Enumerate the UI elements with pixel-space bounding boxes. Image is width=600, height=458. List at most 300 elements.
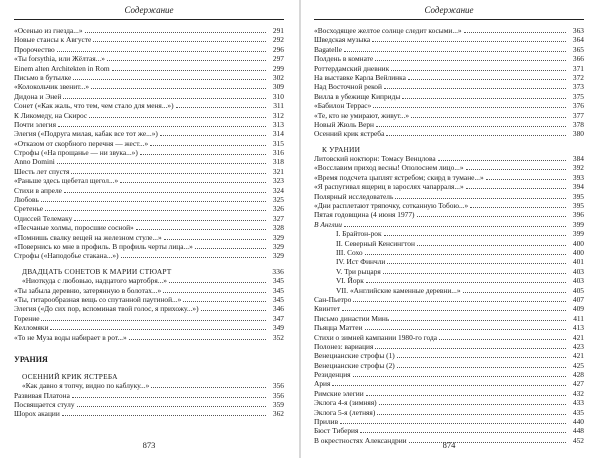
entry-title: «Ты forsythia, или Жёлтая...» [14, 54, 105, 64]
entry-title: Полонез: вариация [314, 341, 374, 351]
entry-title: Anno Domini [14, 157, 55, 167]
dot-leader [466, 182, 566, 189]
entry-title: В Англии [314, 219, 342, 229]
dot-leader [195, 242, 266, 249]
entry-title: Бюст Тиберия [314, 426, 359, 436]
page-ref: 324 [272, 185, 284, 195]
dot-leader [50, 323, 266, 330]
dot-leader [372, 35, 566, 42]
page-ref: 396 [572, 210, 584, 220]
toc-entry [314, 361, 584, 370]
page-ref: 400 [572, 247, 584, 257]
entry-title: Роттердамский дневник [314, 63, 390, 73]
toc-entry [14, 64, 284, 73]
entry-title: Вилла в убежище Киприды [314, 91, 401, 101]
entry-title: «Песчаные холмы, поросшие сосной» [14, 223, 134, 233]
toc-entry [314, 295, 584, 304]
entry-title: Почти элегия [14, 119, 56, 129]
page-ref: 336 [272, 266, 284, 276]
dot-leader [466, 163, 566, 170]
toc-entry [14, 295, 284, 304]
toc-entry [314, 64, 584, 73]
dot-leader [64, 186, 266, 193]
page-ref: 329 [272, 251, 284, 261]
entry-title: Келломяки [14, 323, 49, 333]
page-ref: 421 [572, 351, 584, 361]
dot-leader [411, 111, 566, 118]
toc-entry [14, 73, 284, 82]
page-ref: 310 [272, 91, 284, 101]
page-ref: 363 [572, 26, 584, 35]
entry-title: Шесть лет спустя [14, 166, 70, 176]
toc-entry [14, 157, 284, 166]
dot-leader [384, 82, 566, 89]
dot-leader [63, 92, 266, 99]
toc-entry [314, 314, 584, 323]
toc-entry [14, 409, 284, 418]
page-ref: 378 [572, 119, 584, 129]
dot-leader [120, 176, 266, 183]
entry-title: Стихи о зимней кампании 1980-го года [314, 332, 438, 342]
toc-entry [314, 82, 584, 91]
dot-leader [391, 64, 566, 71]
entry-title: В окрестностях Александрии [314, 435, 407, 445]
dot-leader [366, 389, 566, 396]
entry-title: Элегия («Подруга милая, кабак все тот же...») [14, 129, 158, 139]
dot-leader [376, 120, 566, 127]
page-ref: 291 [272, 26, 284, 35]
toc-entry [314, 92, 584, 101]
right-page [314, 0, 584, 458]
toc-entry [314, 192, 584, 201]
page-ref: 399 [572, 229, 584, 239]
dot-leader [71, 167, 266, 174]
toc-entry [314, 398, 584, 407]
toc-entries [14, 26, 284, 419]
dot-leader [344, 220, 566, 227]
page-ref: 395 [572, 191, 584, 201]
toc-entry [14, 333, 284, 342]
page-ref: 326 [272, 204, 284, 214]
entry-title: «Бабилон Террас» [314, 101, 372, 111]
page-ref: 362 [272, 409, 284, 419]
toc-entry [14, 204, 284, 213]
head-rule [314, 19, 584, 20]
entry-title: Строфы («На прощанье — ни звука...») [14, 148, 138, 158]
toc-entry [314, 333, 584, 342]
dot-leader [129, 333, 266, 340]
dot-leader [121, 251, 266, 258]
dot-leader [332, 379, 566, 386]
page-ref: 312 [272, 110, 284, 120]
entry-title: I. Брайтон-рок [336, 229, 382, 239]
toc-entry [314, 426, 584, 435]
dot-leader [89, 111, 266, 118]
gutter [299, 0, 301, 458]
entry-title: Квинтет [314, 304, 341, 314]
entry-title: Письмо династии Минь [314, 313, 390, 323]
page-ref: 314 [272, 129, 284, 139]
page-ref: 400 [572, 238, 584, 248]
entry-title: «Те, кто не умирают, живут...» [314, 110, 410, 120]
entry-title: Строфы («Наподобье стакана...») [14, 251, 119, 261]
dot-leader [163, 286, 266, 293]
toc-entry [14, 35, 284, 44]
entry-title: «Осенью из гнезда...» [14, 26, 83, 35]
entry-title: Венецианские строфы (1) [314, 351, 395, 361]
entry-title: IV. Ист Финчли [336, 257, 386, 267]
toc-entry [314, 239, 584, 248]
page-ref: 377 [572, 110, 584, 120]
dot-leader [150, 139, 266, 146]
page-ref: 356 [272, 390, 284, 400]
page-ref: 375 [572, 91, 584, 101]
dot-leader [62, 409, 266, 416]
toc-entry [314, 163, 584, 172]
toc-entry [14, 286, 284, 295]
dot-leader [365, 323, 566, 330]
entry-title: «Колокольчик звенит...» [14, 82, 90, 92]
entry-title: «Отказом от скорбного перечня — жест...» [14, 138, 149, 148]
dot-leader [344, 45, 566, 52]
toc-entry [14, 186, 284, 195]
toc-entry [14, 167, 284, 176]
toc-entry [314, 111, 584, 120]
toc-entry [314, 389, 584, 398]
page-ref: 394 [572, 182, 584, 192]
toc-entry [314, 323, 584, 332]
toc-entry [314, 210, 584, 219]
dot-leader [91, 82, 266, 89]
entry-title: «Как давно я топчу, видно по каблуку...» [22, 381, 150, 391]
page-ref: 302 [272, 72, 284, 82]
dot-leader [93, 35, 266, 42]
subsection-heading: К УРАНИИ [322, 144, 361, 154]
entry-title: Пророчество [14, 44, 55, 54]
dot-leader [486, 173, 566, 180]
page-ref: 327 [272, 213, 284, 223]
toc-entry [14, 276, 284, 285]
page-ref: 323 [272, 176, 284, 186]
page-ref: 392 [572, 163, 584, 173]
toc-entry [314, 417, 584, 426]
page-ref: 321 [272, 166, 284, 176]
entry-title: «Восходящее желтое солнце следит косыми...» [314, 26, 462, 35]
dot-leader [45, 204, 266, 211]
dot-leader [463, 286, 566, 293]
toc-entry [314, 35, 584, 44]
page-ref: 384 [572, 154, 584, 164]
page-ref: 452 [572, 435, 584, 445]
toc-entry [314, 182, 584, 191]
dot-leader [384, 229, 566, 236]
toc-entry [314, 229, 584, 238]
entry-title: V. Три рыцаря [336, 266, 381, 276]
page-ref: 399 [572, 219, 584, 229]
page-ref: 373 [572, 82, 584, 92]
toc-entry [314, 351, 584, 360]
toc-entry [314, 173, 584, 182]
head-rule [14, 19, 284, 20]
toc-entry [314, 101, 584, 110]
entry-title: Эклога 5-я (летняя) [314, 407, 376, 417]
dot-leader [366, 276, 566, 283]
toc-entry [314, 26, 584, 35]
page-ref: 428 [572, 370, 584, 380]
dot-leader [85, 26, 266, 33]
entry-title: На выставке Карла Вейлинка [314, 72, 406, 82]
dot-leader [387, 257, 566, 264]
entry-title: Стихи в апреле [14, 185, 62, 195]
entry-title: III. Сохо [336, 247, 363, 257]
toc-entries [314, 26, 584, 445]
entry-title: «Я распугивал ящериц в зарослях чапарраля...» [314, 182, 464, 192]
toc-entry [314, 267, 584, 276]
entry-title: Осенний крик ястреба [314, 129, 385, 139]
entry-title: Новые стансы к Августе [14, 35, 92, 45]
page-ref: 395 [572, 201, 584, 211]
entry-title: «Ты забыла деревню, затерянную в болотах...» [14, 285, 162, 295]
entry-title: Полярный исследователь [314, 191, 394, 201]
dot-leader [58, 120, 266, 127]
subsection-heading [14, 267, 284, 276]
entry-title: «Дни расплетают тряпочку, сотканную Тобою...» [314, 201, 469, 211]
entry-title: «То не Муза воды набирает в рот...» [14, 332, 127, 342]
toc-entry [14, 120, 284, 129]
dot-leader [464, 26, 566, 33]
entry-title: Элегия («До сих пор, вспоминая твой голос, я прихожу...») [14, 304, 199, 314]
running-head: Содержание [124, 5, 174, 15]
page-ref: 365 [572, 44, 584, 54]
dot-leader [340, 417, 566, 424]
page-ref: 316 [272, 148, 284, 158]
subsection-heading: ОСЕННИЙ КРИК ЯСТРЕБА [22, 371, 118, 381]
toc-entry [314, 54, 584, 63]
page-ref: 352 [272, 332, 284, 342]
toc-entry [14, 381, 284, 390]
toc-entry [314, 379, 584, 388]
entry-title: Эклога 4-я (зимняя) [314, 398, 377, 408]
toc-entry [14, 101, 284, 110]
dot-leader [57, 45, 266, 52]
dot-leader [470, 201, 566, 208]
toc-entry [314, 120, 584, 129]
toc-entry [14, 314, 284, 323]
page-ref: 380 [572, 129, 584, 139]
toc-entry [14, 195, 284, 204]
dot-leader [417, 210, 566, 217]
dot-leader [379, 398, 566, 405]
dot-leader [74, 214, 266, 221]
toc-entry [314, 45, 584, 54]
subsection-title: ДВАДЦАТЬ СОНЕТОВ К МАРИИ СТЮАРТ [22, 266, 172, 276]
dot-leader [136, 223, 266, 230]
dot-leader [112, 64, 266, 71]
entry-title: Шорох акации [14, 409, 60, 419]
entry-title: Сонет («Как жаль, что тем, чем стало для меня...») [14, 101, 174, 111]
dot-leader [342, 304, 566, 311]
page-number: 874 [442, 440, 456, 450]
toc-entry [14, 242, 284, 251]
page-ref: 423 [572, 341, 584, 351]
dot-leader [151, 381, 266, 388]
entry-title: Любовь [14, 195, 39, 205]
page-ref: 292 [272, 35, 284, 45]
entry-title: Einem alten Architekten in Rom [14, 63, 110, 73]
toc-entry [314, 257, 584, 266]
dot-leader [164, 233, 266, 240]
page-ref: 345 [272, 294, 284, 304]
page-ref: 311 [273, 101, 284, 111]
entry-title: «Раньше здесь щебетал щегол...» [14, 176, 119, 186]
entry-title: Пятая годовщина (4 июня 1977) [314, 210, 415, 220]
page-ref: 346 [272, 304, 284, 314]
page-ref: 448 [572, 426, 584, 436]
page-ref: 345 [272, 285, 284, 295]
page-ref: 427 [572, 379, 584, 389]
toc-entry [14, 82, 284, 91]
page-ref: 405 [572, 285, 584, 295]
page-ref: 371 [572, 63, 584, 73]
page-ref: 433 [572, 398, 584, 408]
toc-entry [14, 400, 284, 409]
dot-leader [183, 295, 266, 302]
toc-entry [14, 304, 284, 313]
entry-title: Литовский ноктюрн: Томасу Венцлова [314, 154, 436, 164]
toc-entry [314, 73, 584, 82]
dot-leader [57, 157, 266, 164]
toc-entry [14, 214, 284, 223]
entry-title: Венецианские строфы (2) [314, 360, 395, 370]
entry-title: «Ты, гитарообразная вещь со спутанной паутиной...» [14, 294, 182, 304]
page-ref: 372 [572, 72, 584, 82]
dot-leader [377, 408, 566, 415]
toc-entry [14, 223, 284, 232]
entry-title: «Ниоткуда с любовью, надцатого мартобря...» [22, 276, 167, 286]
entry-title: Посвящается стулу [14, 400, 75, 410]
entry-title: Полдень в комнате [314, 54, 374, 64]
dot-leader [383, 267, 566, 274]
entry-title: Пьяцца Маттеи [314, 323, 363, 333]
dot-leader [402, 92, 566, 99]
toc-entry [14, 251, 284, 260]
entry-title: Новый Жюль Верн [314, 119, 375, 129]
page-ref: 403 [572, 266, 584, 276]
left-page [14, 0, 284, 458]
toc-entry [14, 148, 284, 157]
toc-entry [14, 139, 284, 148]
page-ref: 345 [272, 276, 284, 286]
entry-title: Горение [14, 313, 40, 323]
page-ref: 364 [572, 35, 584, 45]
page-ref: 401 [572, 257, 584, 267]
entry-title: VI. Йорк [336, 276, 364, 286]
page-ref: 329 [272, 232, 284, 242]
page-ref: 315 [272, 138, 284, 148]
dot-leader [107, 54, 266, 61]
page-ref: 366 [572, 54, 584, 64]
dot-leader [365, 248, 566, 255]
entry-title: Письмо в бутылке [14, 72, 72, 82]
page-ref: 393 [572, 172, 584, 182]
page-ref: 376 [572, 101, 584, 111]
toc-entry [14, 45, 284, 54]
dot-leader [375, 54, 566, 61]
entry-title: Резиденция [314, 370, 351, 380]
dot-leader [395, 192, 566, 199]
page-ref: 309 [272, 82, 284, 92]
page-ref: 313 [272, 119, 284, 129]
toc-entry [314, 286, 584, 295]
dot-leader [169, 276, 266, 283]
toc-entry [314, 342, 584, 351]
dot-leader [439, 333, 566, 340]
entry-title: Bagatelle [314, 44, 342, 54]
entry-title: Римские элегии [314, 388, 364, 398]
dot-leader [397, 361, 566, 368]
dot-leader [140, 148, 266, 155]
toc-entry [314, 304, 584, 313]
toc-entry [14, 111, 284, 120]
page-ref: 432 [572, 388, 584, 398]
dot-leader [360, 426, 566, 433]
dot-leader [41, 195, 266, 202]
page-ref: 413 [572, 323, 584, 333]
entry-title: VII. «Английские каменные деревни...» [336, 285, 461, 295]
page-ref: 347 [272, 313, 284, 323]
entry-title: Ария [314, 379, 331, 389]
page-ref: 329 [272, 241, 284, 251]
toc-entry [14, 26, 284, 35]
entry-title: Дидона и Эней [14, 91, 62, 101]
entry-title: Шведская музыка [314, 35, 371, 45]
dot-leader [391, 314, 566, 321]
toc-entry [314, 276, 584, 285]
page-number: 873 [142, 440, 156, 450]
dot-leader [201, 304, 266, 311]
page-ref: 403 [572, 276, 584, 286]
dot-leader [73, 73, 266, 80]
entry-title: Над Восточной рекой [314, 82, 382, 92]
entry-title: «Помнишь свалку вещей на железном стуле...» [14, 232, 162, 242]
page-ref: 297 [272, 54, 284, 64]
dot-leader [386, 129, 566, 136]
toc-entry [14, 323, 284, 332]
toc-entry [314, 370, 584, 379]
dot-leader [353, 370, 566, 377]
entry-title: «Повернись ко мне в профиль. В профиль черты лица...» [14, 241, 193, 251]
toc-entry [314, 201, 584, 210]
toc-entry [14, 54, 284, 63]
dot-leader [77, 400, 266, 407]
toc-entry [14, 129, 284, 138]
entry-title: Развивая Платона [14, 390, 70, 400]
page-ref: 296 [272, 44, 284, 54]
page-ref: 409 [572, 304, 584, 314]
toc-entry [314, 248, 584, 257]
dot-leader [438, 154, 566, 161]
entry-title: Одиссей Телемаку [14, 213, 73, 223]
section-heading: УРАНИЯ [14, 354, 48, 364]
entry-title: К Ликомеду, на Скирос [14, 110, 88, 120]
page-ref: 425 [572, 360, 584, 370]
dot-leader [176, 101, 266, 108]
dot-leader [408, 73, 566, 80]
entry-title: «Восславим приход весны! Ополоснем лицо...» [314, 163, 464, 173]
entry-title: Прилив [314, 417, 339, 427]
toc-entry [14, 233, 284, 242]
entry-title: «Время подсчета цыплят ястребом; скирд в тумане...» [314, 172, 484, 182]
